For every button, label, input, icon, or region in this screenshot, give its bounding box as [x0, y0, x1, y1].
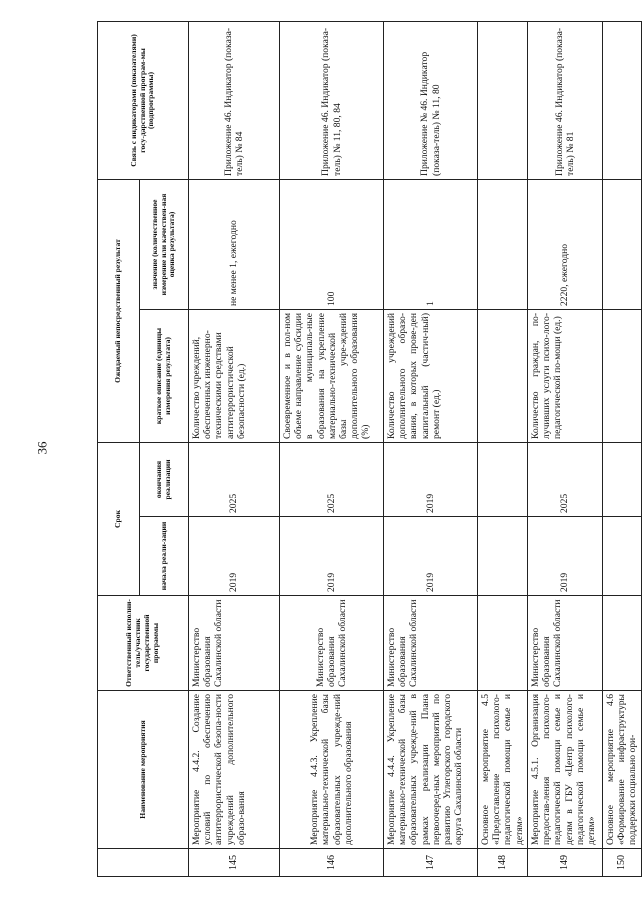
table-row — [528, 21, 603, 876]
row-responsible: Министерство образования Сахалинской области — [384, 596, 478, 691]
row-link: Приложение 46. Индикатор (показа-тель) № 84 — [189, 21, 280, 179]
row-end: 2025 — [280, 442, 384, 516]
header-name: Наименование мероприятия — [98, 691, 189, 849]
row-number: 148 — [478, 849, 528, 877]
header-number — [98, 849, 189, 877]
row-desc — [478, 309, 528, 442]
row-desc: Своевременное и в пол-ном объеме направление субсидии в муниципаль-ные образования на укрепление материально-технической базы учре-ждений дополнительного образования (%) — [280, 309, 384, 442]
rotated-table-wrapper — [97, 22, 637, 877]
row-number: 150 — [603, 849, 642, 877]
row-link — [603, 21, 642, 179]
row-desc: Количество граждан, по-лучивших услуги психо-лого-педагогической по-мощи (ед.) — [528, 309, 603, 442]
row-value: 2220, ежегодно — [528, 179, 603, 309]
header-value: значение (количественное измерение или качествен-ная оценка результата) — [140, 179, 189, 309]
row-name: Основное мероприятие 4.6 «Формирование инфраструктуры поддержки социально ори- — [603, 691, 642, 849]
row-start — [478, 517, 528, 596]
row-end — [603, 442, 642, 516]
row-number: 146 — [280, 849, 384, 877]
row-start: 2019 — [189, 517, 280, 596]
row-link: Приложение 46. Индикатор (показа-тель) № 81 — [528, 21, 603, 179]
header-term-end: окончания реализации — [140, 442, 189, 516]
header-term: Срок — [98, 442, 140, 595]
header-link: Связь с индикаторами (показателями) госу-дарственной програм-мы (подпрограммы) — [98, 21, 189, 179]
row-responsible: Министерство образования Сахалинской области — [189, 596, 280, 691]
table-row — [603, 21, 642, 876]
row-responsible: Министерство образования Сахалинской области — [280, 596, 384, 691]
row-end — [478, 442, 528, 516]
row-name: Мероприятие 4.4.3. Укрепление материально-технической базы образовательных учрежде-ний дополнительного образования — [280, 691, 384, 849]
row-value: не менее 1, ежегодно — [189, 179, 280, 309]
header-expected: Ожидаемый непосредственный результат — [98, 179, 140, 442]
row-responsible: Министерство образования Сахалинской области — [528, 596, 603, 691]
page-number: 36 — [34, 441, 50, 455]
row-end: 2019 — [384, 442, 478, 516]
row-start: 2019 — [528, 517, 603, 596]
header-term-start: начала реали-зации — [140, 517, 189, 596]
row-responsible — [478, 596, 528, 691]
row-start — [603, 517, 642, 596]
row-end: 2025 — [528, 442, 603, 516]
row-name: Мероприятие 4.5.1. Организация предостав-ления психолого-педагогической помощи семье и детям в ГБУ «Центр психолого-педагогической помощи семье и детям» — [528, 691, 603, 849]
row-value — [478, 179, 528, 309]
row-name: Мероприятие 4.4.4. Укрепление материально-технической базы образовательных учрежде-ний в рамках реализации Плана первоочеред-ных мероприятий по развитию Углегорского городского округа Сахалинской области — [384, 691, 478, 849]
table-row — [478, 21, 528, 876]
header-responsible: Ответственный исполни-тель/участник государственной программы — [98, 596, 189, 691]
row-start: 2019 — [384, 517, 478, 596]
row-value — [603, 179, 642, 309]
row-desc — [603, 309, 642, 442]
row-desc: Количество учреждений дополнительного образо-вания, в которых прове-ден капитальный (частич-ный) ремонт (ед.) — [384, 309, 478, 442]
row-link: Приложение 46. Индикатор (показа-тель) № 11, 80, 84 — [280, 21, 384, 179]
row-name: Мероприятие 4.4.2. Создание условий по обеспечению антитеррористической безопа-ности учреждений дополнительного образо-вания — [189, 691, 280, 849]
table-row — [189, 21, 280, 876]
row-name: Основное мероприятие 4.5 «Предоставление психолого-педагогической помощи семье и детям» — [478, 691, 528, 849]
table-row — [280, 21, 384, 876]
row-link: Приложение № 46. Индикатор (показа-тель) № 11, 80 — [384, 21, 478, 179]
header-short-desc: краткое описание (единицы измерения результата) — [140, 309, 189, 442]
row-number: 149 — [528, 849, 603, 877]
row-number: 145 — [189, 849, 280, 877]
row-number: 147 — [384, 849, 478, 877]
header-row-1 — [98, 21, 140, 876]
row-value: 100 — [280, 179, 384, 309]
row-desc: Количество учреждений, обеспеченных инженерно-техническими средствами антитеррористической безопасности (ед.) — [189, 309, 280, 442]
row-end: 2025 — [189, 442, 280, 516]
row-link — [478, 21, 528, 179]
measures-table — [97, 21, 642, 877]
table-row — [384, 21, 478, 876]
row-value: 1 — [384, 179, 478, 309]
row-start: 2019 — [280, 517, 384, 596]
row-responsible — [603, 596, 642, 691]
